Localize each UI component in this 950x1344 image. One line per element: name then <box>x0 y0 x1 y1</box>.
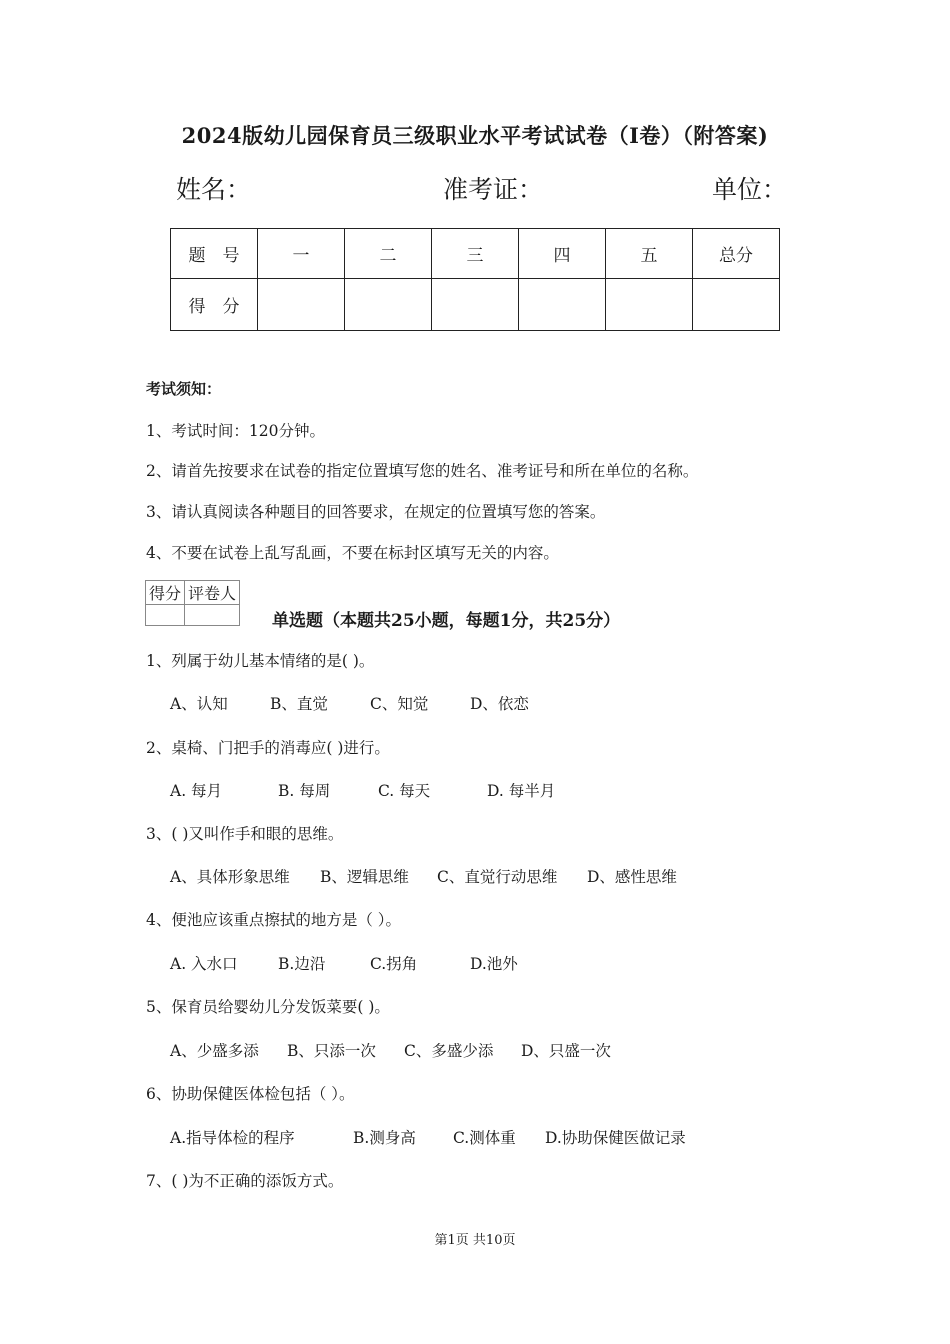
answer-option[interactable]: D.池外 <box>470 955 518 973</box>
answer-option[interactable]: D.协助保健医做记录 <box>545 1129 686 1147</box>
score-table-cell: 题 号 <box>171 229 258 279</box>
score-table-score-row <box>171 279 780 331</box>
score-table-cell: 三 <box>432 229 519 279</box>
answer-option[interactable]: B. 每周 <box>278 782 331 800</box>
answer-option[interactable]: C、多盛少添 <box>404 1042 494 1060</box>
grader-reviewer-cell[interactable] <box>185 605 240 626</box>
question-stem: 5、保育员给婴幼儿分发饭菜要( )。 <box>146 998 390 1016</box>
answer-option[interactable]: A、具体形象思维 <box>170 868 290 886</box>
grader-score-cell[interactable] <box>146 605 185 626</box>
answer-option[interactable]: D、依恋 <box>470 695 529 713</box>
grader-score-label: 得分 <box>146 581 185 605</box>
answer-option[interactable]: D、只盛一次 <box>521 1042 611 1060</box>
score-table-cell: 一 <box>258 229 345 279</box>
section-title: 单选题（本题共25小题，每题1分，共25分） <box>272 611 621 631</box>
answer-option[interactable]: C.拐角 <box>370 955 418 973</box>
grader-reviewer-label: 评卷人 <box>185 581 240 605</box>
score-table <box>170 228 780 331</box>
score-entry-cell[interactable] <box>345 279 432 331</box>
answer-option[interactable]: A. 入水口 <box>170 955 238 973</box>
answer-option[interactable]: C. 每天 <box>378 782 431 800</box>
score-entry-cell[interactable] <box>258 279 345 331</box>
answer-option[interactable]: A. 每月 <box>170 782 223 800</box>
question-stem: 1、列属于幼儿基本情绪的是( )。 <box>146 652 375 670</box>
question-stem: 3、( )又叫作手和眼的思维。 <box>146 825 344 843</box>
score-table-cell: 二 <box>345 229 432 279</box>
answer-option[interactable]: B、直觉 <box>270 695 328 713</box>
score-table-cell: 五 <box>606 229 693 279</box>
notice-item: 1、考试时间：120分钟。 <box>146 422 325 440</box>
score-table-cell: 得 分 <box>171 279 258 331</box>
score-entry-cell[interactable] <box>432 279 519 331</box>
notice-item: 2、请首先按要求在试卷的指定位置填写您的姓名、准考证号和所在单位的名称。 <box>146 462 699 480</box>
exam-id-label: 准考证： <box>443 175 544 204</box>
score-table-cell: 总分 <box>693 229 780 279</box>
score-table-header-row <box>171 229 780 279</box>
name-label: 姓名： <box>176 175 252 204</box>
answer-option[interactable]: B、只添一次 <box>287 1042 376 1060</box>
grader-box <box>145 580 240 626</box>
answer-option[interactable]: B.边沿 <box>278 955 326 973</box>
answer-option[interactable]: B.测身高 <box>353 1129 416 1147</box>
answer-option[interactable]: A、少盛多添 <box>170 1042 259 1060</box>
question-stem: 4、便池应该重点擦拭的地方是（ ）。 <box>146 911 402 929</box>
answer-option[interactable]: C.测体重 <box>453 1129 516 1147</box>
score-entry-cell[interactable] <box>519 279 606 331</box>
score-table-cell: 四 <box>519 229 606 279</box>
question-stem: 7、( )为不正确的添饭方式。 <box>146 1172 344 1190</box>
page-footer: 第1页 共10页 <box>434 1233 516 1248</box>
answer-option[interactable]: A.指导体检的程序 <box>170 1129 295 1147</box>
question-stem: 6、协助保健医体检包括（ ）。 <box>146 1085 355 1103</box>
answer-option[interactable]: B、逻辑思维 <box>320 868 409 886</box>
unit-label: 单位： <box>712 175 788 204</box>
question-stem: 2、桌椅、门把手的消毒应( )进行。 <box>146 739 390 757</box>
answer-option[interactable]: A、认知 <box>170 695 228 713</box>
score-entry-cell[interactable] <box>606 279 693 331</box>
answer-option[interactable]: C、直觉行动思维 <box>437 868 558 886</box>
answer-option[interactable]: C、知觉 <box>370 695 429 713</box>
notice-item: 4、不要在试卷上乱写乱画，不要在标封区填写无关的内容。 <box>146 544 559 562</box>
notice-item: 3、请认真阅读各种题目的回答要求，在规定的位置填写您的答案。 <box>146 503 606 521</box>
answer-option[interactable]: D、感性思维 <box>587 868 677 886</box>
notice-heading: 考试须知： <box>146 380 222 398</box>
document-title: 2024版幼儿园保育员三级职业水平考试试卷（I卷）（附答案) <box>181 123 769 148</box>
answer-option[interactable]: D. 每半月 <box>487 782 556 800</box>
score-entry-cell[interactable] <box>693 279 780 331</box>
